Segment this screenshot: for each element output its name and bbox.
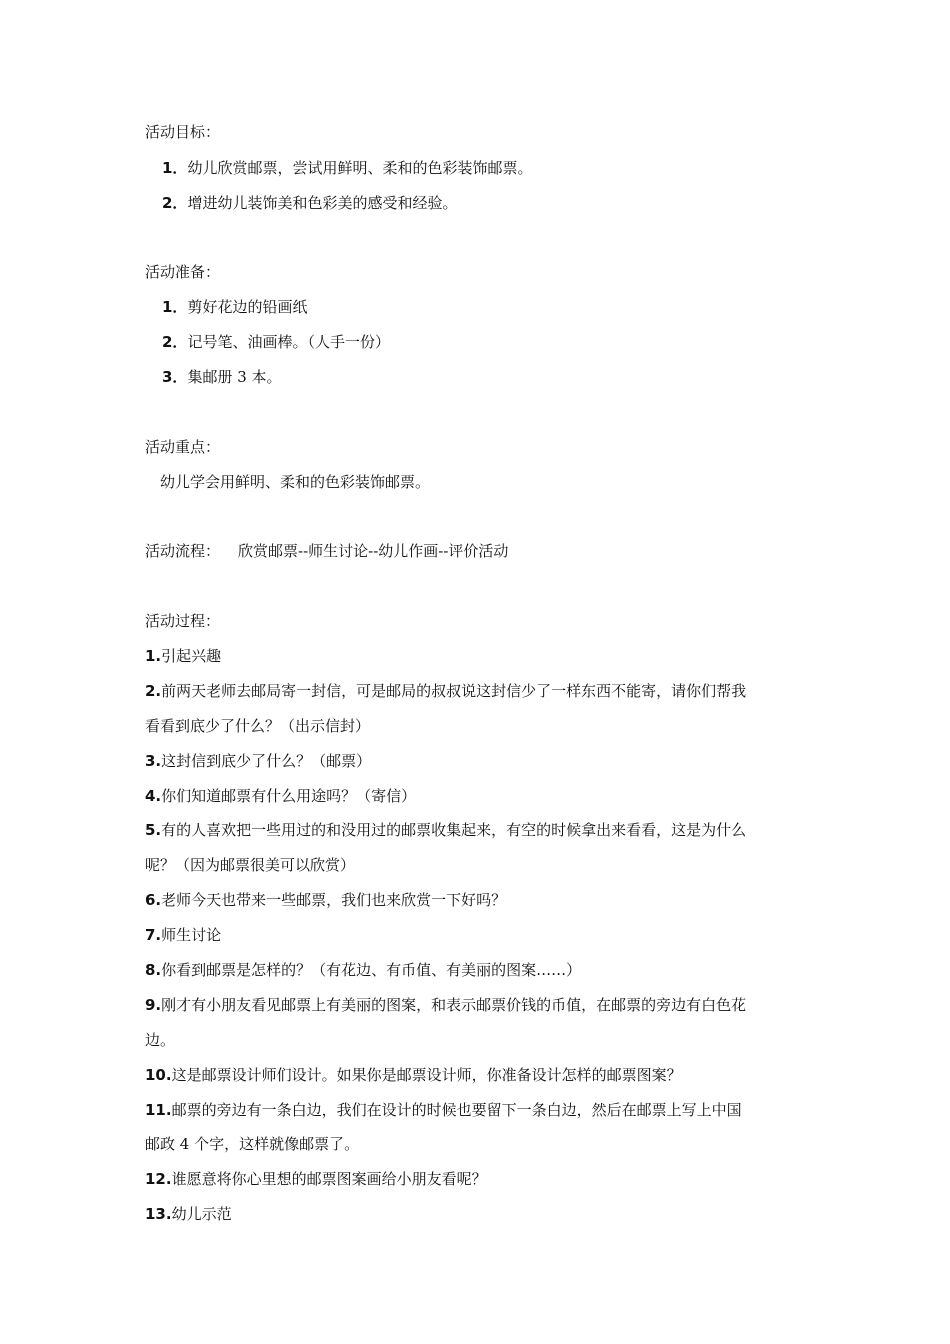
process-item-10 bbox=[145, 1065, 682, 1085]
process-item-11-cont: 邮政 4 个字，这样就像邮票了。 bbox=[145, 1135, 360, 1153]
process-item-number: 8. bbox=[145, 961, 162, 979]
process-item-number: 9. bbox=[145, 996, 162, 1014]
prep-item-number: 2． bbox=[162, 333, 188, 351]
process-item-number: 7. bbox=[145, 926, 162, 944]
prep-item-text: 记号笔、油画棒。（人手一份） bbox=[187, 333, 390, 351]
goals-heading: 活动目标： bbox=[145, 123, 221, 141]
process-item-text: 引起兴趣 bbox=[161, 647, 222, 665]
process-item-text: 幼儿示范 bbox=[171, 1205, 232, 1223]
process-item-7 bbox=[145, 925, 221, 945]
process-item-5 bbox=[145, 820, 746, 840]
process-item-text: 这封信到底少了什么？（邮票） bbox=[161, 752, 372, 770]
goal-item-1 bbox=[162, 158, 532, 178]
process-item-3 bbox=[145, 751, 371, 771]
process-item-text: 你们知道邮票有什么用途吗？（寄信） bbox=[161, 787, 417, 805]
process-item-1 bbox=[145, 646, 221, 666]
goal-item-number: 2． bbox=[162, 194, 188, 212]
prep-item-number: 1． bbox=[162, 298, 188, 316]
process-item-4 bbox=[145, 786, 416, 806]
prep-heading: 活动准备： bbox=[145, 263, 221, 281]
prep-item-1 bbox=[162, 297, 307, 317]
process-item-text: 师生讨论 bbox=[161, 926, 222, 944]
process-item-8 bbox=[145, 960, 581, 980]
prep-item-text: 剪好花边的铅画纸 bbox=[187, 298, 308, 316]
process-item-text: 老师今天也带来一些邮票，我们也来欣赏一下好吗？ bbox=[161, 891, 507, 909]
process-item-number: 2. bbox=[145, 682, 162, 700]
goal-item-text: 幼儿欣赏邮票，尝试用鲜明、柔和的色彩装饰邮票。 bbox=[187, 159, 533, 177]
process-item-9 bbox=[145, 995, 746, 1015]
process-item-number: 10. bbox=[145, 1066, 172, 1084]
process-item-13 bbox=[145, 1204, 232, 1224]
flow-text: 欣赏邮票--师生讨论--幼儿作画--评价活动 bbox=[238, 542, 509, 560]
process-item-number: 11. bbox=[145, 1101, 172, 1119]
flow-line bbox=[145, 541, 508, 561]
prep-item-number: 3． bbox=[162, 368, 188, 386]
prep-item-text: 集邮册 3 本。 bbox=[187, 368, 282, 386]
process-item-text: 刚才有小朋友看见邮票上有美丽的图案，和表示邮票价钱的币值，在邮票的旁边有白色花 bbox=[161, 996, 747, 1014]
process-heading: 活动过程： bbox=[145, 612, 221, 630]
process-item-2-cont: 看看到底少了什么？（出示信封） bbox=[145, 717, 371, 735]
process-item-number: 3. bbox=[145, 752, 162, 770]
process-item-11 bbox=[145, 1100, 742, 1120]
process-item-number: 13. bbox=[145, 1205, 172, 1223]
process-item-12 bbox=[145, 1169, 487, 1189]
goal-item-text: 增进幼儿装饰美和色彩美的感受和经验。 bbox=[187, 194, 458, 212]
flow-heading: 活动流程： bbox=[145, 542, 221, 560]
process-item-5-cont: 呢？（因为邮票很美可以欣赏） bbox=[145, 856, 356, 874]
prep-item-3 bbox=[162, 367, 282, 387]
process-item-text: 这是邮票设计师们设计。如果你是邮票设计师，你准备设计怎样的邮票图案？ bbox=[171, 1066, 682, 1084]
process-item-9-cont: 边。 bbox=[145, 1031, 176, 1049]
process-item-text: 谁愿意将你心里想的邮票图案画给小朋友看呢？ bbox=[171, 1170, 487, 1188]
process-item-number: 6. bbox=[145, 891, 162, 909]
process-item-6 bbox=[145, 890, 506, 910]
process-item-number: 12. bbox=[145, 1170, 172, 1188]
process-item-number: 4. bbox=[145, 787, 162, 805]
goal-item-2 bbox=[162, 193, 457, 213]
prep-item-2 bbox=[162, 332, 390, 352]
process-item-text: 有的人喜欢把一些用过的和没用过的邮票收集起来，有空的时候拿出来看看，这是为什么 bbox=[161, 821, 747, 839]
process-item-number: 5. bbox=[145, 821, 162, 839]
focus-heading: 活动重点： bbox=[145, 438, 221, 456]
goal-item-number: 1． bbox=[162, 159, 188, 177]
process-item-number: 1. bbox=[145, 647, 162, 665]
focus-text: 幼儿学会用鲜明、柔和的色彩装饰邮票。 bbox=[160, 473, 431, 491]
process-item-text: 你看到邮票是怎样的？（有花边、有币值、有美丽的图案……） bbox=[161, 961, 582, 979]
process-item-text: 邮票的旁边有一条白边，我们在设计的时候也要留下一条白边，然后在邮票上写上中国 bbox=[171, 1101, 742, 1119]
process-item-text: 前两天老师去邮局寄一封信，可是邮局的叔叔说这封信少了一样东西不能寄，请你们帮我 bbox=[161, 682, 747, 700]
process-item-2 bbox=[145, 681, 746, 701]
